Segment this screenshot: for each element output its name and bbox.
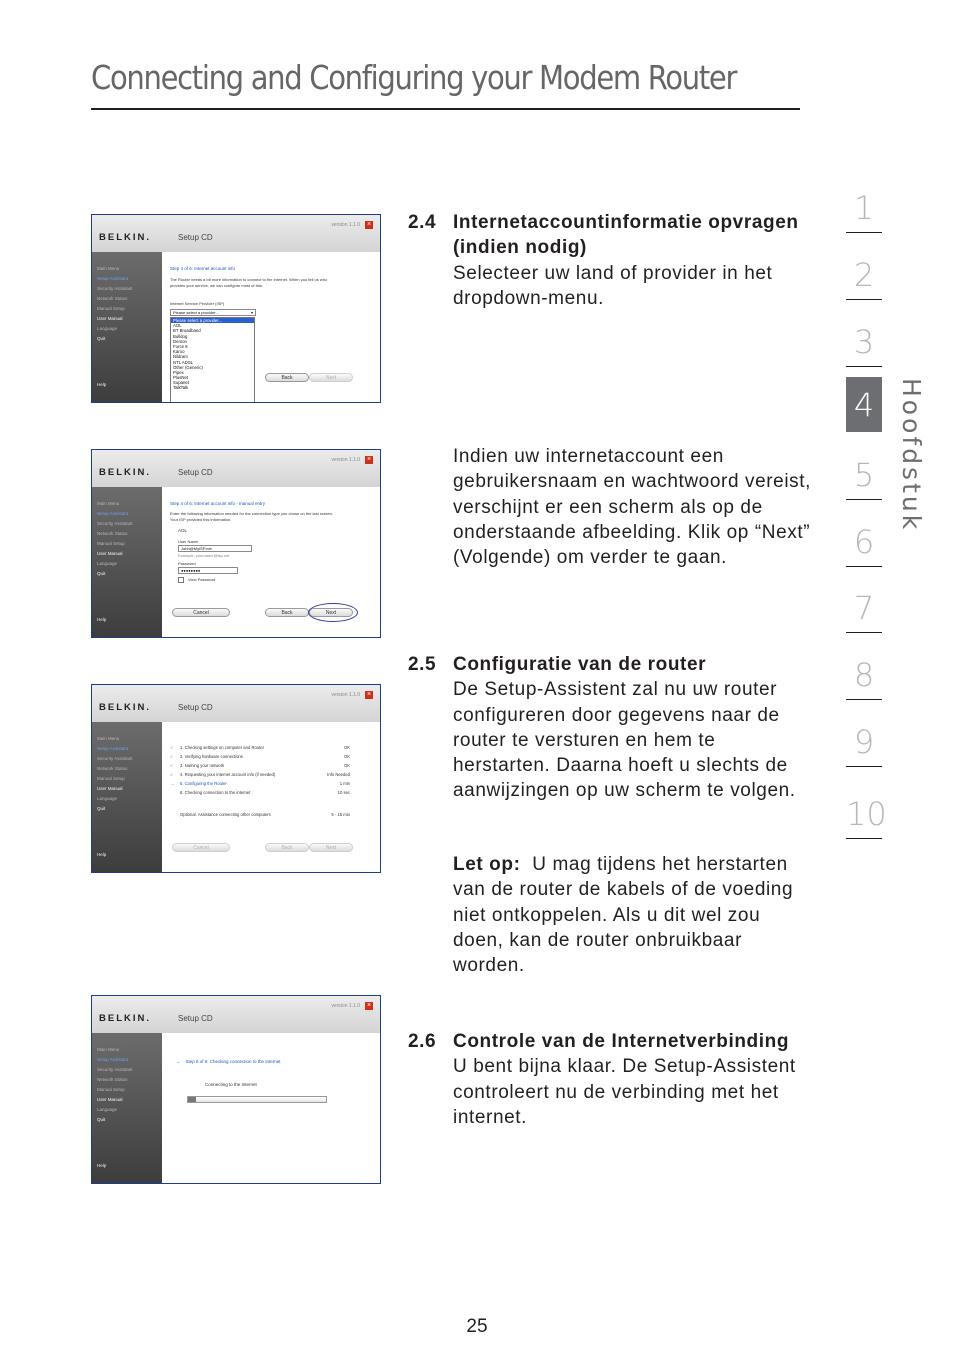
username-input[interactable]: John@MyISP.net: [178, 545, 252, 552]
sidebar-item-help[interactable]: Help: [97, 1163, 107, 1168]
section-body: U bent bijna klaar. De Setup-Assistent controleert nu de verbinding met het internet.: [453, 1056, 796, 1128]
section-title: Configuratie van de router: [453, 654, 707, 675]
app-main: [162, 1033, 380, 1183]
isp-label: Internet Service Provider (ISP): [170, 301, 225, 306]
sidebar-item-manual-setup[interactable]: Manual Setup: [97, 306, 125, 311]
dropdown-option[interactable]: Other (Generic): [173, 364, 203, 370]
section-body: De Setup-Assistent zal nu uw router configureren door gegevens naar de router te versturen en hem te herstarten. Daarna hoeft u slechts de aanwijzingen op uw scherm te volgen.: [453, 679, 796, 802]
dropdown-option[interactable]: BT Broadband: [173, 328, 201, 334]
dropdown-option[interactable]: Force 9: [173, 343, 188, 349]
sidebar-item-language[interactable]: Language: [97, 326, 118, 331]
arrow-right-icon: →: [170, 781, 175, 786]
version-label: version 1.1.0: [331, 1003, 360, 1009]
sidebar-item-help[interactable]: Help: [97, 617, 107, 622]
sidebar-item-network-status[interactable]: Network Status: [97, 766, 128, 771]
section-2-4-para2: Indien uw internetaccount een gebruikersnaam en wachtwoord vereist, verschijnt er een scherm als op de onderstaande afbeelding. Klik op “Next” (Volgende) om verder te gaan.: [453, 446, 812, 569]
section-number: 2.4: [408, 212, 437, 233]
app-header: [92, 996, 380, 1033]
title-rule: [91, 108, 800, 110]
chapter-10[interactable]: 10: [846, 784, 882, 839]
section-2-6: [408, 1029, 808, 1130]
chapter-9[interactable]: 9: [846, 712, 882, 767]
sidebar-item-main-menu[interactable]: Main Menu: [97, 1047, 120, 1052]
step-status: OK: [343, 754, 350, 759]
view-password-checkbox[interactable]: [178, 577, 215, 583]
chevron-down-icon: ▾: [250, 310, 253, 315]
screenshot-isp-select: [91, 214, 381, 403]
step-status: 1 min: [339, 781, 350, 786]
app-sidebar: [92, 722, 162, 872]
sidebar-item-manual-setup[interactable]: Manual Setup: [97, 541, 125, 546]
app-title: Setup CD: [178, 233, 213, 242]
chapter-label: Hoofdstuk: [897, 378, 926, 533]
note-paragraph: [453, 852, 813, 978]
sidebar-item-quit[interactable]: Quit: [97, 336, 106, 341]
sidebar-item-network-status[interactable]: Network Status: [97, 1077, 128, 1082]
check-icon: ✓: [170, 772, 174, 777]
sidebar-item-main-menu[interactable]: Main Menu: [97, 736, 120, 741]
chapter-3[interactable]: 3: [846, 312, 882, 367]
sidebar-item-security-assistant[interactable]: Security Assistant: [97, 286, 133, 291]
username-label: User Name: [178, 539, 199, 544]
step-label: 3. Naming your network: [180, 763, 225, 768]
version-label: version 1.1.0: [331, 692, 360, 698]
sidebar-item-security-assistant[interactable]: Security Assistant: [97, 1067, 133, 1072]
screenshot-manual-entry: [91, 449, 381, 638]
step-heading: [176, 1059, 281, 1064]
screenshot-configuring-router: [91, 684, 381, 873]
step-description: The Router needs a bit more information to connect to the internet. When you tell us who: [170, 277, 328, 282]
sidebar-item-quit[interactable]: Quit: [97, 1117, 106, 1122]
section-title: Controle van de Internetverbinding: [453, 1031, 790, 1052]
dropdown-option[interactable]: Bulldog: [173, 333, 188, 339]
sidebar-item-language[interactable]: Language: [97, 561, 118, 566]
version-label: version 1.1.0: [331, 457, 360, 463]
optional-label: Optional: Assistance connecting other computers: [180, 812, 271, 817]
back-button[interactable]: Back: [265, 608, 309, 617]
sidebar-item-setup-assistant[interactable]: Setup Assistant: [97, 511, 129, 516]
cancel-button[interactable]: Cancel: [172, 608, 230, 617]
sidebar-item-main-menu[interactable]: Main Menu: [97, 501, 120, 506]
dropdown-option[interactable]: AOL: [173, 323, 182, 329]
sidebar-item-manual-setup[interactable]: Manual Setup: [97, 776, 125, 781]
step-label: 4. Requesting your internet account info (if needed): [180, 772, 276, 777]
app-title: Setup CD: [178, 1014, 213, 1023]
app-main: [162, 252, 380, 402]
chapter-6[interactable]: 6: [846, 512, 882, 567]
sidebar-item-setup-assistant[interactable]: Setup Assistant: [97, 1057, 129, 1062]
chapter-2[interactable]: 2: [846, 245, 882, 300]
next-button[interactable]: Next: [309, 373, 353, 382]
section-2-4: [408, 210, 808, 311]
sidebar-item-quit[interactable]: Quit: [97, 571, 106, 576]
cancel-button[interactable]: Cancel: [172, 843, 230, 852]
connection-status: Connecting to the Internet: [205, 1082, 257, 1087]
close-icon[interactable]: ×: [366, 691, 372, 698]
password-input[interactable]: ●●●●●●●●: [178, 567, 238, 574]
step-label: 6. Checking connection to the internet: [180, 790, 251, 795]
step-description: provides your service, we can configure most of this.: [170, 283, 263, 288]
check-icon: ✓: [170, 763, 174, 768]
isp-dropdown[interactable]: [170, 309, 256, 316]
step-heading: Step 4 of 6: Internet account info: [170, 266, 236, 271]
chapter-1[interactable]: 1: [846, 178, 882, 233]
next-highlight-ring: [308, 603, 358, 622]
sidebar-item-user-manual[interactable]: User Manual: [97, 551, 123, 556]
section-number: 2.6: [408, 1031, 437, 1052]
sidebar-item-manual-setup[interactable]: Manual Setup: [97, 1087, 125, 1092]
belkin-logo: BELKIN.: [99, 702, 151, 713]
sidebar-item-user-manual[interactable]: User Manual: [97, 1097, 123, 1102]
belkin-logo: BELKIN.: [99, 232, 151, 243]
isp-name: AOL: [178, 528, 188, 533]
app-header: [92, 215, 380, 252]
step-label: 1. Checking settings on computer and Router: [180, 745, 265, 750]
section-number: 2.5: [408, 654, 437, 675]
dropdown-option[interactable]: NTL ADSL: [173, 359, 194, 365]
arrow-right-icon: →: [176, 1059, 181, 1064]
app-title: Setup CD: [178, 468, 213, 477]
dropdown-option[interactable]: Pipex: [173, 369, 184, 375]
chapter-7[interactable]: 7: [846, 578, 882, 633]
close-icon[interactable]: ×: [366, 1002, 372, 1009]
app-sidebar: [92, 252, 162, 402]
sidebar-item-main-menu[interactable]: Main Menu: [97, 266, 120, 271]
next-button[interactable]: Next: [309, 608, 353, 617]
section-body: Selecteer uw land of provider in het dropdown-menu.: [453, 262, 773, 309]
sidebar-item-network-status[interactable]: Network Status: [97, 531, 128, 536]
back-button[interactable]: Back: [265, 843, 309, 852]
app-sidebar: [92, 487, 162, 637]
close-icon[interactable]: ×: [366, 456, 372, 463]
sidebar-item-security-assistant[interactable]: Security Assistant: [97, 521, 133, 526]
step-description: Enter the following information needed for the connection type you chose on the last screen.: [170, 511, 333, 516]
step-label: 2. Verifying hardware connections: [180, 754, 243, 759]
chapter-8[interactable]: 8: [846, 645, 882, 700]
section-title: Internetaccountinformatie opvragen (indien nodig): [453, 212, 799, 259]
step-status: 10 sec: [337, 790, 350, 795]
back-button[interactable]: Back: [265, 373, 309, 382]
step-heading: Step 4 of 6: Internet account info - manual entry: [170, 501, 266, 506]
app-main: [162, 722, 380, 872]
dropdown-option[interactable]: Nildram: [173, 354, 188, 360]
app-header: [92, 450, 380, 487]
username-hint: Example: yourname@isp.net: [178, 553, 230, 558]
version-label: version 1.1.0: [331, 222, 360, 228]
dropdown-option[interactable]: PlusNet: [173, 375, 189, 381]
dropdown-option[interactable]: Demon: [173, 338, 187, 344]
step-heading-text: Step 6 of 6: Checking connection to the Internet: [185, 1059, 281, 1064]
sidebar-item-help[interactable]: Help: [97, 852, 107, 857]
screenshot-checking-connection: [91, 995, 381, 1184]
step-status: OK: [343, 745, 350, 750]
app-header: [92, 685, 380, 722]
checkbox-icon: [178, 577, 184, 583]
isp-dropdown-list[interactable]: [170, 317, 255, 403]
view-password-label: View Password: [188, 577, 216, 583]
section-2-5: [408, 652, 808, 804]
belkin-logo: BELKIN.: [99, 1013, 151, 1024]
sidebar-item-user-manual[interactable]: User Manual: [97, 786, 123, 791]
sidebar-item-user-manual[interactable]: User Manual: [97, 316, 123, 321]
page-title: Connecting and Configuring your Modem Router: [91, 58, 737, 97]
password-label: Password: [178, 561, 196, 566]
check-icon: ✓: [170, 754, 174, 759]
next-button[interactable]: Next: [309, 843, 353, 852]
dropdown-option[interactable]: Supanet: [173, 380, 190, 386]
sidebar-item-quit[interactable]: Quit: [97, 806, 106, 811]
app-title: Setup CD: [178, 703, 213, 712]
note-label: Let op:: [453, 854, 521, 875]
belkin-logo: BELKIN.: [99, 467, 151, 478]
connection-progress-bar: [187, 1096, 327, 1103]
step-description: Your ISP provided this information.: [170, 517, 232, 522]
chapter-4[interactable]: 4: [846, 377, 882, 432]
sidebar-item-help[interactable]: Help: [97, 382, 107, 387]
dropdown-option[interactable]: Please select a provider...: [171, 318, 254, 323]
check-icon: ✓: [170, 745, 174, 750]
optional-time: 5 - 15 min: [331, 812, 350, 817]
progress-fill: [188, 1097, 196, 1102]
app-main: [162, 487, 380, 637]
sidebar-item-language[interactable]: Language: [97, 1107, 118, 1112]
step-status: Info Needed: [327, 772, 350, 777]
sidebar-item-language[interactable]: Language: [97, 796, 118, 801]
sidebar-item-network-status[interactable]: Network Status: [97, 296, 128, 301]
app-sidebar: [92, 1033, 162, 1183]
note-text: U mag tijdens het herstarten van de router de kabels of de voeding niet ontkoppelen. Als u dit wel zou doen, kan de router onbruikbaar worden.: [453, 854, 794, 977]
sidebar-item-setup-assistant[interactable]: Setup Assistant: [97, 276, 129, 281]
step-status: OK: [343, 763, 350, 768]
step-label: 5. Configuring the Router: [180, 781, 227, 786]
page-number: 25: [466, 1316, 488, 1337]
dropdown-option[interactable]: TalkTalk: [173, 385, 189, 391]
sidebar-item-setup-assistant[interactable]: Setup Assistant: [97, 746, 129, 751]
isp-dropdown-value: Please select a provider...: [173, 310, 219, 315]
close-icon[interactable]: ×: [366, 221, 372, 228]
dropdown-option[interactable]: Karoo: [173, 349, 185, 355]
chapter-5[interactable]: 5: [846, 445, 882, 500]
sidebar-item-security-assistant[interactable]: Security Assistant: [97, 756, 133, 761]
